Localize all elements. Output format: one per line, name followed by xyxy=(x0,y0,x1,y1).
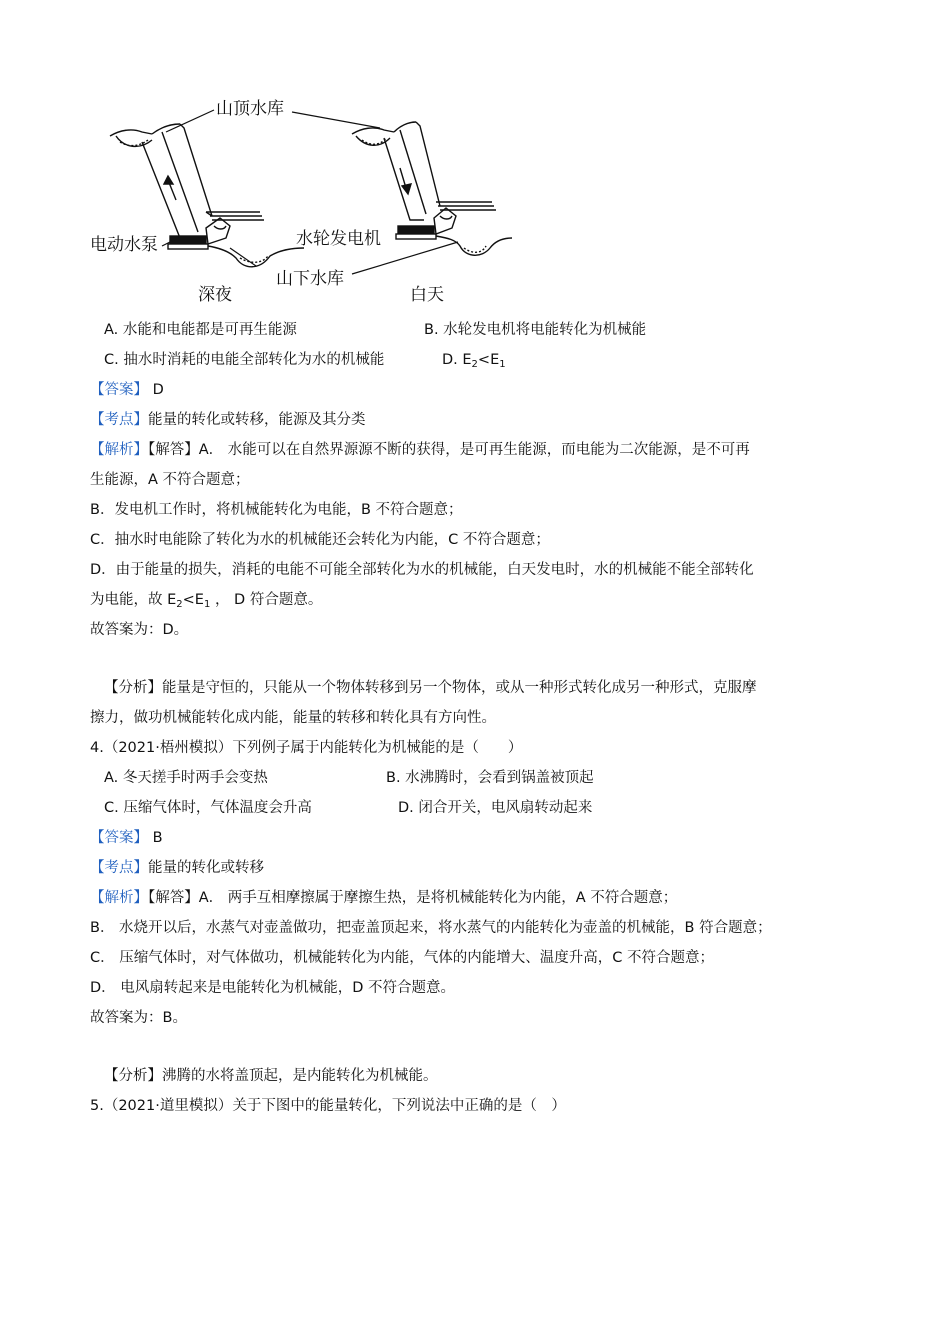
q3-note: 擦力，做功机械能转化成内能，能量的转移和转化具有方向性。 xyxy=(90,710,496,726)
pumped-storage-diagram xyxy=(80,88,520,310)
q3-analysis-line: 为电能，故 $E_2<E_1$ ， D 符合题意。 xyxy=(90,592,323,610)
q3-option-a: A. 水能和电能都是可再生能源 xyxy=(104,322,297,338)
point-tag: 【考点】 xyxy=(90,860,148,876)
q4-stem: 4.（2021·梧州模拟）下列例子属于内能转化为机械能的是（ ） xyxy=(90,740,523,756)
label-generator: 水轮发电机 xyxy=(296,229,381,249)
q4-analysis-line: B． 水烧开以后，水蒸气对壶盖做功，把壶盖顶起来，将水蒸气的内能转化为壶盖的机械能，B 符合题意； xyxy=(90,920,772,936)
label-bottom-reservoir: 山下水库 xyxy=(276,269,344,289)
q3-analysis-line: 生能源，A 不符合题意； xyxy=(90,472,250,488)
q3-point: 【考点】能量的转化或转移，能源及其分类 xyxy=(90,412,366,428)
q3-note: 【分析】能量是守恒的，只能从一个物体转移到另一个物体，或从一种形式转化成另一种形式，克服摩 xyxy=(104,680,757,696)
q4-analysis-line: C． 压缩气体时，对气体做功，机械能转化为内能，气体的内能增大、温度升高，C 不符合题意； xyxy=(90,950,714,966)
q4-conclusion: 故答案为：B。 xyxy=(90,1010,187,1026)
q3-analysis-line: B．发电机工作时，将机械能转化为电能，B 不符合题意； xyxy=(90,502,463,518)
q4-option-b: B. 水沸腾时，会看到锅盖被顶起 xyxy=(386,770,594,786)
analysis-tag: 【解析】 xyxy=(90,442,148,458)
answer-tag: 【答案】 xyxy=(90,830,148,846)
q4-option-a: A. 冬天搓手时两手会变热 xyxy=(104,770,268,786)
point-tag: 【考点】 xyxy=(90,412,148,428)
q3-option-c: C. 抽水时消耗的电能全部转化为水的机械能 xyxy=(104,352,385,368)
q4-note: 【分析】沸腾的水将盖顶起，是内能转化为机械能。 xyxy=(104,1068,438,1084)
q3-answer: 【答案】 D xyxy=(90,382,164,398)
answer-tag: 【答案】 xyxy=(90,382,148,398)
pumped-storage-figure xyxy=(80,88,520,310)
q4-answer: 【答案】 B xyxy=(90,830,163,846)
q4-option-d: D. 闭合开关，电风扇转动起来 xyxy=(398,800,593,816)
analysis-tag: 【解析】 xyxy=(90,890,148,906)
q3-analysis-line: C．抽水时电能除了转化为水的机械能还会转化为内能，C 不符合题意； xyxy=(90,532,550,548)
q4-analysis-line: D． 电风扇转起来是电能转化为机械能，D 不符合题意。 xyxy=(90,980,456,996)
q3-analysis-line: D．由于能量的损失，消耗的电能不可能全部转化为水的机械能，白天发电时，水的机械能不能全部转化 xyxy=(90,562,754,578)
label-day: 白天 xyxy=(410,285,444,305)
label-top-reservoir: 山顶水库 xyxy=(216,99,284,119)
label-pump: 电动水泵 xyxy=(90,235,158,255)
q3-option-b: B. 水轮发电机将电能转化为机械能 xyxy=(424,322,647,338)
q4-analysis-line: 【解析】【解答】A． 两手互相摩擦属于摩擦生热，是将机械能转化为内能，A 不符合题意； xyxy=(90,890,678,906)
q3-option-d: D. $E_2<E_1$ xyxy=(442,352,506,370)
q3-analysis-line: 【解析】【解答】A． 水能可以在自然界源源不断的获得，是可再生能源，而电能为二次能源，是不可再 xyxy=(90,442,750,458)
q4-point: 【考点】能量的转化或转移 xyxy=(90,860,264,876)
label-night: 深夜 xyxy=(198,285,232,305)
q4-option-c: C. 压缩气体时，气体温度会升高 xyxy=(104,800,312,816)
q3-conclusion: 故答案为：D。 xyxy=(90,622,189,638)
q5-stem: 5.（2021·道里模拟）关于下图中的能量转化，下列说法中正确的是（ ） xyxy=(90,1098,566,1114)
